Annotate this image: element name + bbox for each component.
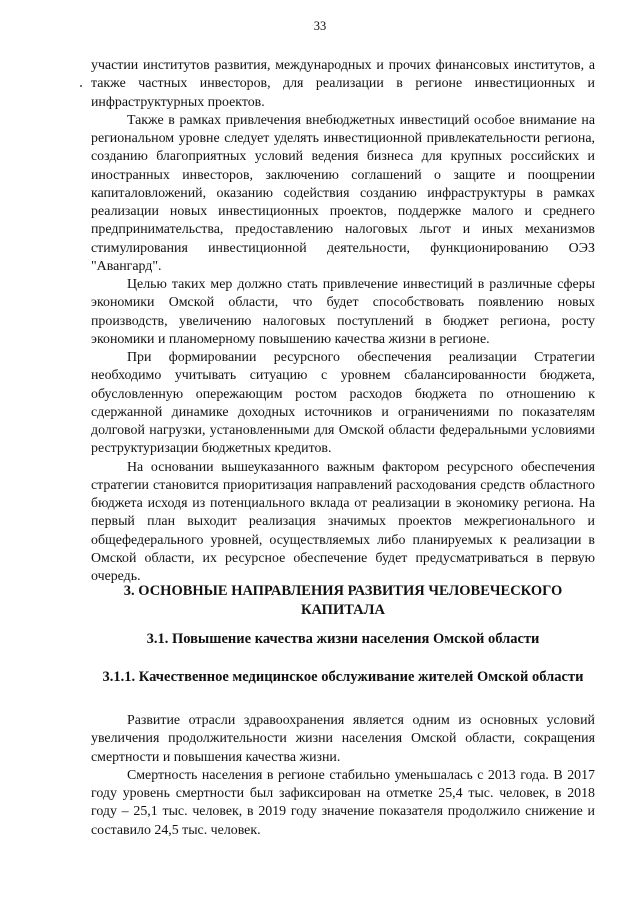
- paragraph-healthcare-development: Развитие отрасли здравоохранения является одним из основных условий увеличения продолжительности жизни населения Омской области, сокращения смертности и повышения качества жизни.: [91, 713, 595, 765]
- subsection-heading: 3.1. Повышение качества жизни населения Омской области: [146, 631, 540, 647]
- scan-artifact-dot: [80, 85, 82, 87]
- paragraph-continuation: участии институтов развития, международных и прочих финансовых институтов, а также частных инвесторов, для реализации в регионе инвестиционных и инфраструктурных проектов.: [91, 58, 595, 110]
- subsubsection-heading: 3.1.1. Качественное медицинское обслуживание жителей Омской области: [102, 669, 584, 685]
- paragraph-budget-balance: При формировании ресурсного обеспечения реализации Стратегии необходимо учитывать ситуацию с уровнем сбалансированности бюджета, обусловленную опережающим ростом расходов бюджета по отношению к сдержанной динамике доходных источников и ограничениями по показателям долговой нагрузки, установленными для Омской области федеральными условиями реструктуризации бюджетных кредитов.: [91, 350, 595, 457]
- paragraph-mortality-statistics: Смертность населения в регионе стабильно уменьшалась с 2013 года. В 2017 году уровень смертности был зафиксирован на отметке 25,4 тыс. человек, в 2018 году – 25,1 тыс. человек, в 2019 году значение показателя продолжило снижение и составило 24,5 тыс. человек.: [91, 767, 595, 838]
- body-text-bottom: [91, 712, 595, 840]
- body-text-top: [91, 57, 595, 586]
- paragraph-expense-prioritization: На основании вышеуказанного важным фактором ресурсного обеспечения стратегии становится приоритизация направлений расходования средств областного бюджета исходя из потенциального вклада от реализации в экономику региона. На первый план выходит реализация значимых проектов межрегионального и общефедерального уровней, осуществляемых либо планируемых к реализации в Омской области, их ресурсное обеспечение будет предусматриваться в первую очередь.: [91, 459, 595, 584]
- page-number: 33: [313, 19, 327, 33]
- section-heading: 3. ОСНОВНЫЕ НАПРАВЛЕНИЯ РАЗВИТИЯ ЧЕЛОВЕЧЕСКОГО КАПИТАЛА: [123, 583, 563, 618]
- paragraph-investment-goals: Целью таких мер должно стать привлечение инвестиций в различные сферы экономики Омской области, что будет способствовать появлению новых производств, увеличению налоговых поступлений в бюджет региона, росту экономики и планомерному повышению качества жизни в регионе.: [91, 277, 595, 347]
- paragraph-investment-attractiveness: Также в рамках привлечения внебюджетных инвестиций особое внимание на региональном уровне следует уделять инвестиционной привлекательности региона, созданию благоприятных условий ведения бизнеса для крупных российских и иностранных инвесторов, заключению соглашений о защите и поощрении капиталовложений, оказанию содействия созданию инфраструктуры в рамках реализации новых инвестиционных проектов, поддержке малого и среднего предпринимательства, предоставлению налоговых льгот и иных механизмов стимулирования инвестиционной деятельности, функционированию ОЭЗ "Авангард".: [91, 112, 595, 274]
